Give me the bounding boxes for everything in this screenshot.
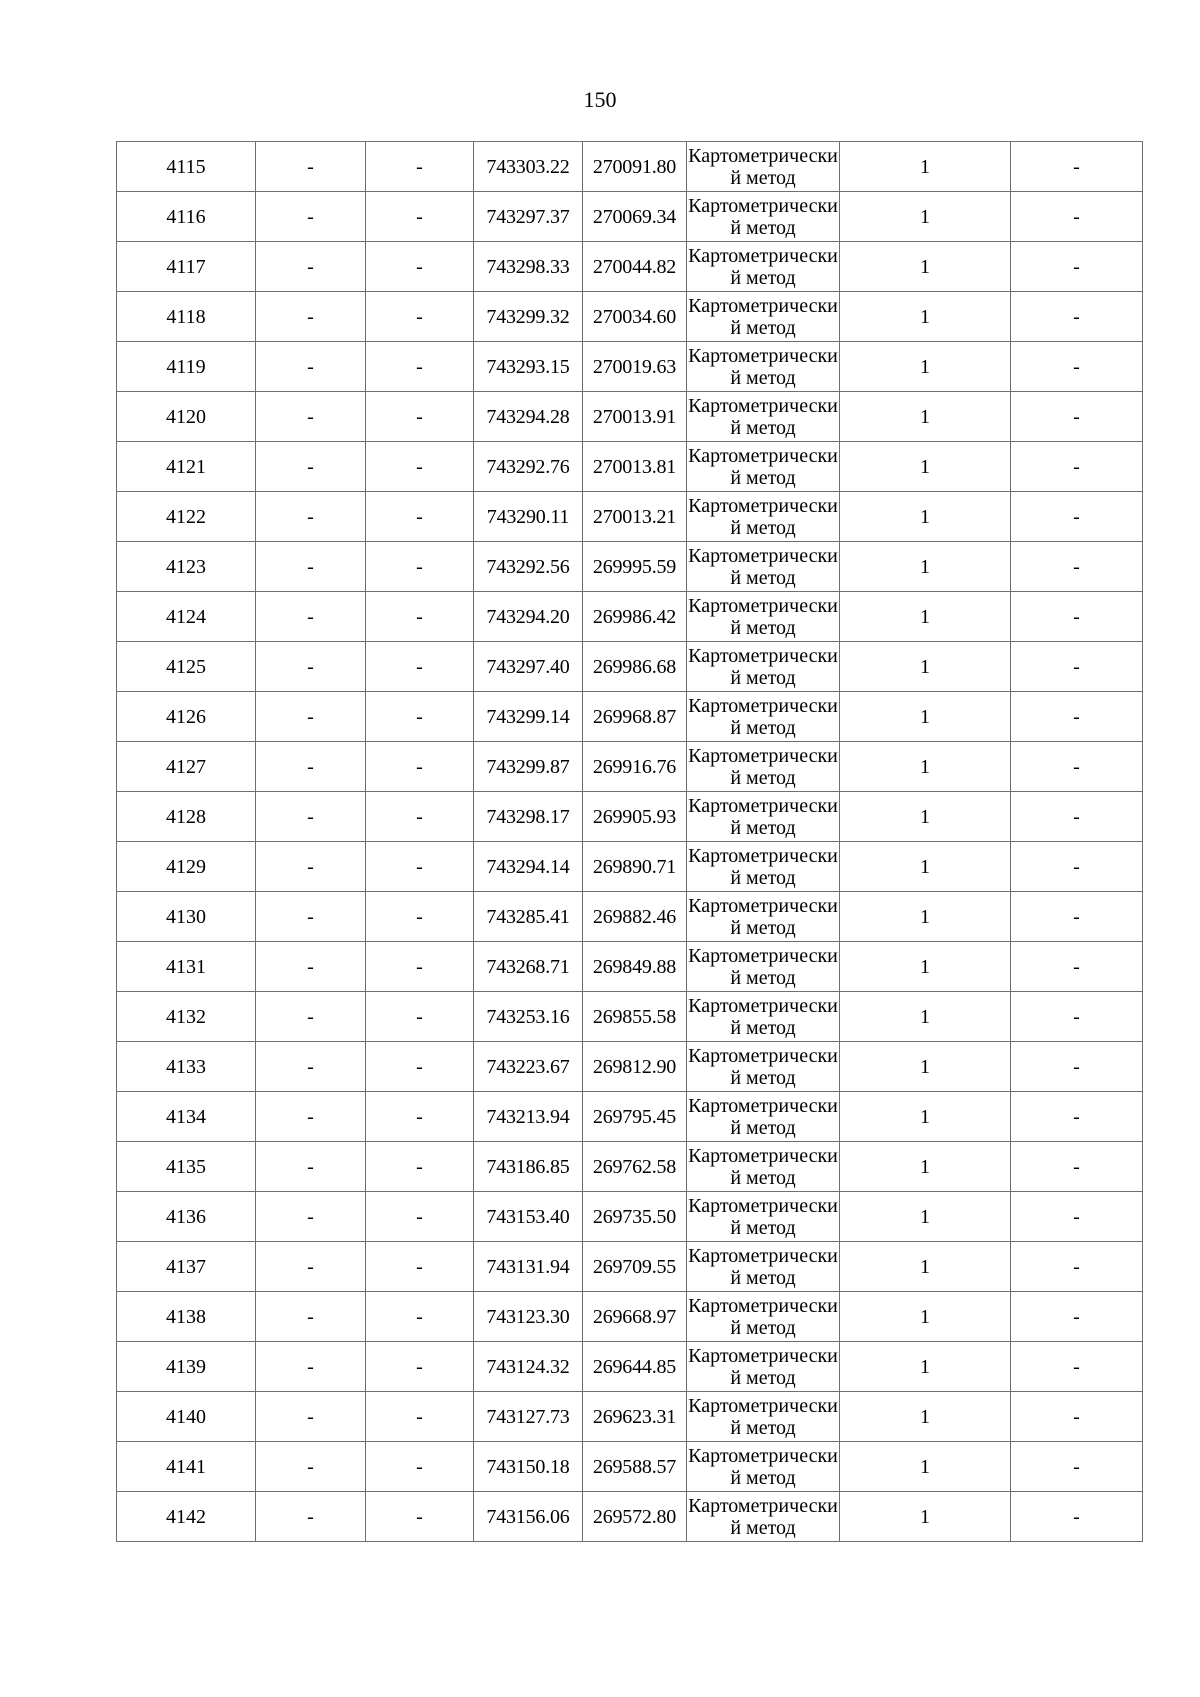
empty-column-2-cell: - [256,1392,366,1442]
y-coordinate-cell: 270013.21 [583,492,687,542]
accuracy-cell: 1 [840,492,1011,542]
accuracy-cell: 1 [840,442,1011,492]
y-coordinate-cell: 270034.60 [583,292,687,342]
accuracy-cell: 1 [840,1042,1011,1092]
empty-column-3-cell: - [366,542,474,592]
table-row [117,1292,1143,1342]
point-number-cell: 4141 [117,1442,256,1492]
method-cell: Картометрический метод [687,692,840,742]
table-row [117,1142,1143,1192]
point-number-cell: 4125 [117,642,256,692]
method-cell: Картометрический метод [687,192,840,242]
description-cell: - [1011,1442,1143,1492]
accuracy-cell: 1 [840,1492,1011,1542]
method-cell: Картометрический метод [687,242,840,292]
x-coordinate-cell: 743290.11 [474,492,583,542]
empty-column-3-cell: - [366,342,474,392]
empty-column-3-cell: - [366,742,474,792]
x-coordinate-cell: 743131.94 [474,1242,583,1292]
empty-column-2-cell: - [256,142,366,192]
point-number-cell: 4127 [117,742,256,792]
method-cell: Картометрический метод [687,892,840,942]
empty-column-2-cell: - [256,492,366,542]
accuracy-cell: 1 [840,342,1011,392]
point-number-cell: 4140 [117,1392,256,1442]
y-coordinate-cell: 269890.71 [583,842,687,892]
point-number-cell: 4123 [117,542,256,592]
empty-column-2-cell: - [256,1492,366,1542]
page-number: 150 [583,87,617,112]
description-cell: - [1011,792,1143,842]
method-cell: Картометрический метод [687,342,840,392]
description-cell: - [1011,192,1143,242]
empty-column-3-cell: - [366,1242,474,1292]
description-cell: - [1011,292,1143,342]
description-cell: - [1011,692,1143,742]
description-cell: - [1011,142,1143,192]
point-number-cell: 4134 [117,1092,256,1142]
accuracy-cell: 1 [840,692,1011,742]
empty-column-3-cell: - [366,1442,474,1492]
y-coordinate-cell: 270044.82 [583,242,687,292]
point-number-cell: 4137 [117,1242,256,1292]
empty-column-3-cell: - [366,1092,474,1142]
y-coordinate-cell: 269735.50 [583,1192,687,1242]
empty-column-3-cell: - [366,1292,474,1342]
table-row [117,1442,1143,1492]
description-cell: - [1011,1492,1143,1542]
y-coordinate-cell: 269986.42 [583,592,687,642]
accuracy-cell: 1 [840,592,1011,642]
point-number-cell: 4126 [117,692,256,742]
accuracy-cell: 1 [840,942,1011,992]
accuracy-cell: 1 [840,892,1011,942]
table-row [117,792,1143,842]
method-cell: Картометрический метод [687,1292,840,1342]
method-cell: Картометрический метод [687,1242,840,1292]
method-cell: Картометрический метод [687,542,840,592]
empty-column-3-cell: - [366,992,474,1042]
x-coordinate-cell: 743268.71 [474,942,583,992]
table-row [117,892,1143,942]
point-number-cell: 4138 [117,1292,256,1342]
table-row [117,1342,1143,1392]
method-cell: Картометрический метод [687,1092,840,1142]
empty-column-2-cell: - [256,892,366,942]
accuracy-cell: 1 [840,142,1011,192]
point-number-cell: 4118 [117,292,256,342]
method-cell: Картометрический метод [687,1142,840,1192]
table-row [117,292,1143,342]
empty-column-3-cell: - [366,592,474,642]
empty-column-2-cell: - [256,592,366,642]
x-coordinate-cell: 743253.16 [474,992,583,1042]
empty-column-2-cell: - [256,292,366,342]
y-coordinate-cell: 269849.88 [583,942,687,992]
accuracy-cell: 1 [840,1392,1011,1442]
description-cell: - [1011,1092,1143,1142]
description-cell: - [1011,942,1143,992]
table-row [117,692,1143,742]
empty-column-2-cell: - [256,392,366,442]
method-cell: Картометрический метод [687,1392,840,1442]
table-body [117,142,1143,1542]
accuracy-cell: 1 [840,1442,1011,1492]
y-coordinate-cell: 269882.46 [583,892,687,942]
description-cell: - [1011,1292,1143,1342]
empty-column-3-cell: - [366,692,474,742]
accuracy-cell: 1 [840,542,1011,592]
empty-column-3-cell: - [366,842,474,892]
description-cell: - [1011,1392,1143,1442]
method-cell: Картометрический метод [687,592,840,642]
method-cell: Картометрический метод [687,142,840,192]
table-row [117,392,1143,442]
accuracy-cell: 1 [840,992,1011,1042]
empty-column-3-cell: - [366,142,474,192]
empty-column-3-cell: - [366,442,474,492]
empty-column-3-cell: - [366,1392,474,1442]
description-cell: - [1011,1042,1143,1092]
method-cell: Картометрический метод [687,942,840,992]
table-row [117,992,1143,1042]
description-cell: - [1011,442,1143,492]
empty-column-2-cell: - [256,342,366,392]
point-number-cell: 4122 [117,492,256,542]
x-coordinate-cell: 743299.87 [474,742,583,792]
y-coordinate-cell: 270019.63 [583,342,687,392]
table-row [117,1492,1143,1542]
empty-column-3-cell: - [366,1142,474,1192]
description-cell: - [1011,592,1143,642]
y-coordinate-cell: 269986.68 [583,642,687,692]
x-coordinate-cell: 743150.18 [474,1442,583,1492]
empty-column-2-cell: - [256,442,366,492]
method-cell: Картометрический метод [687,992,840,1042]
x-coordinate-cell: 743123.30 [474,1292,583,1342]
table-row [117,1042,1143,1092]
y-coordinate-cell: 270013.91 [583,392,687,442]
description-cell: - [1011,1142,1143,1192]
table-row [117,842,1143,892]
x-coordinate-cell: 743299.14 [474,692,583,742]
method-cell: Картометрический метод [687,742,840,792]
y-coordinate-cell: 269623.31 [583,1392,687,1442]
y-coordinate-cell: 269905.93 [583,792,687,842]
point-number-cell: 4128 [117,792,256,842]
description-cell: - [1011,1342,1143,1392]
y-coordinate-cell: 270013.81 [583,442,687,492]
empty-column-3-cell: - [366,892,474,942]
x-coordinate-cell: 743223.67 [474,1042,583,1092]
accuracy-cell: 1 [840,192,1011,242]
empty-column-3-cell: - [366,242,474,292]
accuracy-cell: 1 [840,842,1011,892]
accuracy-cell: 1 [840,1342,1011,1392]
description-cell: - [1011,742,1143,792]
point-number-cell: 4135 [117,1142,256,1192]
empty-column-3-cell: - [366,392,474,442]
accuracy-cell: 1 [840,642,1011,692]
empty-column-2-cell: - [256,192,366,242]
x-coordinate-cell: 743294.28 [474,392,583,442]
empty-column-3-cell: - [366,942,474,992]
table-row [117,342,1143,392]
empty-column-2-cell: - [256,692,366,742]
empty-column-2-cell: - [256,992,366,1042]
x-coordinate-cell: 743153.40 [474,1192,583,1242]
accuracy-cell: 1 [840,742,1011,792]
y-coordinate-cell: 269644.85 [583,1342,687,1392]
table-row [117,1092,1143,1142]
y-coordinate-cell: 269855.58 [583,992,687,1042]
point-number-cell: 4132 [117,992,256,1042]
empty-column-3-cell: - [366,1342,474,1392]
table-row [117,1242,1143,1292]
accuracy-cell: 1 [840,1242,1011,1292]
point-number-cell: 4116 [117,192,256,242]
accuracy-cell: 1 [840,792,1011,842]
empty-column-3-cell: - [366,292,474,342]
y-coordinate-cell: 269916.76 [583,742,687,792]
y-coordinate-cell: 269668.97 [583,1292,687,1342]
point-number-cell: 4129 [117,842,256,892]
point-number-cell: 4124 [117,592,256,642]
y-coordinate-cell: 270069.34 [583,192,687,242]
accuracy-cell: 1 [840,292,1011,342]
description-cell: - [1011,1242,1143,1292]
x-coordinate-cell: 743297.37 [474,192,583,242]
empty-column-2-cell: - [256,1442,366,1492]
description-cell: - [1011,492,1143,542]
empty-column-3-cell: - [366,1492,474,1542]
x-coordinate-cell: 743293.15 [474,342,583,392]
accuracy-cell: 1 [840,1292,1011,1342]
description-cell: - [1011,342,1143,392]
empty-column-2-cell: - [256,1292,366,1342]
point-number-cell: 4133 [117,1042,256,1092]
x-coordinate-cell: 743127.73 [474,1392,583,1442]
empty-column-2-cell: - [256,642,366,692]
method-cell: Картометрический метод [687,1442,840,1492]
table-row [117,142,1143,192]
description-cell: - [1011,992,1143,1042]
accuracy-cell: 1 [840,1192,1011,1242]
empty-column-2-cell: - [256,1192,366,1242]
y-coordinate-cell: 270091.80 [583,142,687,192]
y-coordinate-cell: 269572.80 [583,1492,687,1542]
table-row [117,1392,1143,1442]
point-number-cell: 4131 [117,942,256,992]
y-coordinate-cell: 269762.58 [583,1142,687,1192]
x-coordinate-cell: 743156.06 [474,1492,583,1542]
y-coordinate-cell: 269995.59 [583,542,687,592]
x-coordinate-cell: 743298.33 [474,242,583,292]
coordinates-table [116,141,1143,1542]
empty-column-3-cell: - [366,792,474,842]
y-coordinate-cell: 269795.45 [583,1092,687,1142]
y-coordinate-cell: 269588.57 [583,1442,687,1492]
point-number-cell: 4142 [117,1492,256,1542]
empty-column-2-cell: - [256,542,366,592]
point-number-cell: 4139 [117,1342,256,1392]
method-cell: Картометрический метод [687,792,840,842]
table-row [117,942,1143,992]
empty-column-2-cell: - [256,842,366,892]
empty-column-2-cell: - [256,1142,366,1192]
method-cell: Картометрический метод [687,1492,840,1542]
point-number-cell: 4136 [117,1192,256,1242]
table-row [117,642,1143,692]
point-number-cell: 4117 [117,242,256,292]
point-number-cell: 4130 [117,892,256,942]
empty-column-2-cell: - [256,242,366,292]
empty-column-2-cell: - [256,1342,366,1392]
table-row [117,592,1143,642]
x-coordinate-cell: 743297.40 [474,642,583,692]
x-coordinate-cell: 743299.32 [474,292,583,342]
description-cell: - [1011,1192,1143,1242]
description-cell: - [1011,642,1143,692]
y-coordinate-cell: 269968.87 [583,692,687,742]
method-cell: Картометрический метод [687,492,840,542]
y-coordinate-cell: 269812.90 [583,1042,687,1092]
method-cell: Картометрический метод [687,1192,840,1242]
point-number-cell: 4121 [117,442,256,492]
description-cell: - [1011,392,1143,442]
empty-column-3-cell: - [366,642,474,692]
x-coordinate-cell: 743303.22 [474,142,583,192]
point-number-cell: 4119 [117,342,256,392]
table-row [117,442,1143,492]
method-cell: Картометрический метод [687,642,840,692]
accuracy-cell: 1 [840,1092,1011,1142]
x-coordinate-cell: 743294.14 [474,842,583,892]
x-coordinate-cell: 743213.94 [474,1092,583,1142]
point-number-cell: 4115 [117,142,256,192]
accuracy-cell: 1 [840,392,1011,442]
description-cell: - [1011,892,1143,942]
empty-column-2-cell: - [256,942,366,992]
x-coordinate-cell: 743298.17 [474,792,583,842]
point-number-cell: 4120 [117,392,256,442]
empty-column-2-cell: - [256,1092,366,1142]
x-coordinate-cell: 743186.85 [474,1142,583,1192]
empty-column-2-cell: - [256,742,366,792]
table-row [117,1192,1143,1242]
x-coordinate-cell: 743292.56 [474,542,583,592]
x-coordinate-cell: 743292.76 [474,442,583,492]
method-cell: Картометрический метод [687,842,840,892]
table-row [117,742,1143,792]
empty-column-3-cell: - [366,492,474,542]
accuracy-cell: 1 [840,1142,1011,1192]
description-cell: - [1011,242,1143,292]
method-cell: Картометрический метод [687,1042,840,1092]
description-cell: - [1011,542,1143,592]
empty-column-2-cell: - [256,1042,366,1092]
table-row [117,542,1143,592]
method-cell: Картометрический метод [687,392,840,442]
description-cell: - [1011,842,1143,892]
table-row [117,192,1143,242]
empty-column-3-cell: - [366,192,474,242]
table-row [117,492,1143,542]
method-cell: Картометрический метод [687,442,840,492]
table-row [117,242,1143,292]
method-cell: Картометрический метод [687,1342,840,1392]
y-coordinate-cell: 269709.55 [583,1242,687,1292]
x-coordinate-cell: 743294.20 [474,592,583,642]
empty-column-3-cell: - [366,1192,474,1242]
empty-column-2-cell: - [256,792,366,842]
x-coordinate-cell: 743285.41 [474,892,583,942]
empty-column-3-cell: - [366,1042,474,1092]
empty-column-2-cell: - [256,1242,366,1292]
accuracy-cell: 1 [840,242,1011,292]
x-coordinate-cell: 743124.32 [474,1342,583,1392]
method-cell: Картометрический метод [687,292,840,342]
